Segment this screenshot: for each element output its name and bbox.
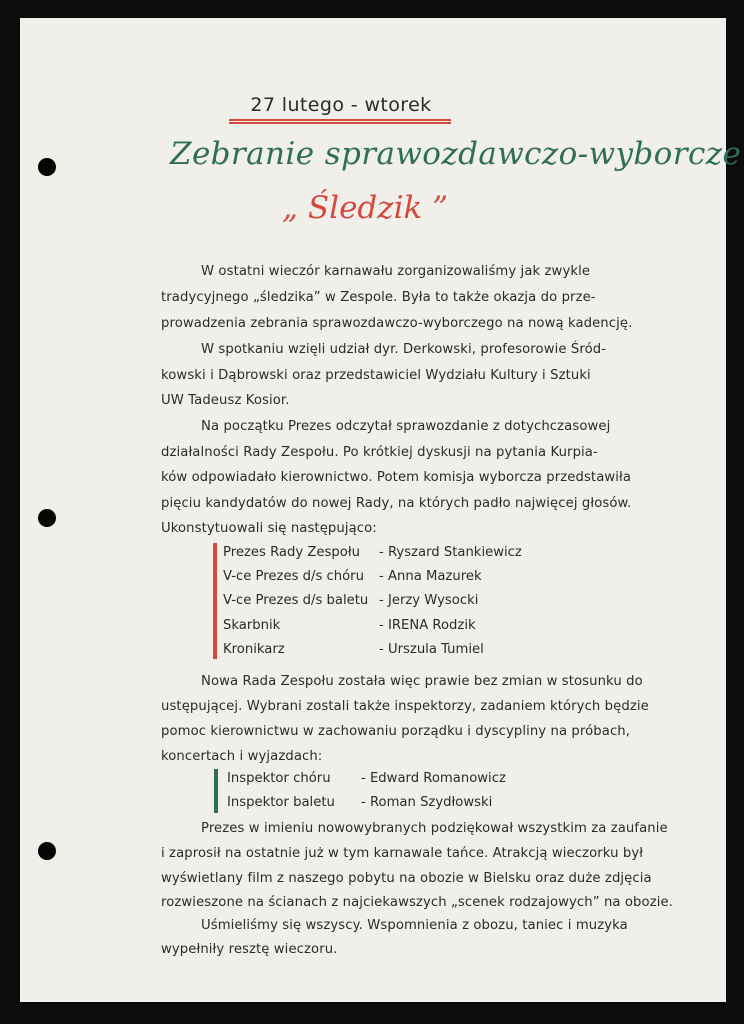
paragraph4-line3: pomoc kierownictwu w zachowaniu porządku i dyscypliny na próbach, xyxy=(161,724,631,739)
inspector-name: - Edward Romanowicz xyxy=(361,771,506,786)
date-underline xyxy=(229,119,451,121)
board-role: V-ce Prezes d/s chóru xyxy=(223,569,364,584)
paragraph4-line4: koncertach i wyjazdach: xyxy=(161,749,323,764)
event-title: Zebranie sprawozdawczo-wyborcze xyxy=(170,136,742,172)
paragraph3-line1: Na początku Prezes odczytał sprawozdanie z dotychczasowej xyxy=(201,419,611,434)
board-role: Skarbnik xyxy=(223,618,281,633)
board-role: Prezes Rady Zespołu xyxy=(223,545,360,560)
board-member-row xyxy=(223,569,482,585)
paragraph2-line1: W spotkaniu wzięli udział dyr. Derkowski, profesorowie Śród- xyxy=(201,342,607,357)
event-subtitle: „ Śledzik ” xyxy=(282,190,448,226)
board-member-row xyxy=(223,593,478,609)
document-page xyxy=(20,18,742,1002)
paragraph3-line3: ków odpowiadało kierownictwo. Potem komisja wyborcza przedstawiła xyxy=(161,470,632,485)
paragraph4-line2: ustępującej. Wybrani zostali także inspektorzy, zadaniem których będzie xyxy=(161,699,649,714)
paragraph4-line1: Nowa Rada Zespołu została więc prawie bez zmian w stosunku do xyxy=(201,674,643,689)
paragraph6-line1: Uśmieliśmy się wszyscy. Wspomnienia z obozu, taniec i muzyka xyxy=(201,918,628,933)
board-name: - Jerzy Wysocki xyxy=(379,593,479,608)
inspector-row xyxy=(227,771,506,787)
board-name: - IRENA Rodzik xyxy=(379,618,476,633)
board-name: - Ryszard Stankiewicz xyxy=(379,545,522,560)
paragraph1-line2: tradycyjnego „śledzika” w Zespole. Była to także okazja do prze- xyxy=(161,290,596,305)
date-underline-second xyxy=(229,122,451,124)
paragraph5-line3: wyświetlany film z naszego pobytu na obozie w Bielsku oraz duże zdjęcia xyxy=(161,871,652,886)
punch-hole-middle xyxy=(38,509,56,527)
paragraph3-line2: działalności Rady Zespołu. Po krótkiej dyskusji na pytania Kurpia- xyxy=(161,445,598,460)
paragraph6-line2: wypełniły resztę wieczoru. xyxy=(161,942,338,957)
board-name: - Anna Mazurek xyxy=(379,569,482,584)
paragraph3-line5: Ukonstytuowali się następująco: xyxy=(161,521,377,536)
board-member-row xyxy=(223,618,476,634)
paragraph2-line2: kowski i Dąbrowski oraz przedstawiciel Wydziału Kultury i Sztuki xyxy=(161,368,591,383)
paragraph1-line1: W ostatni wieczór karnawału zorganizowaliśmy jak zwykle xyxy=(201,264,591,279)
inspector-name: - Roman Szydłowski xyxy=(361,795,493,810)
paragraph5-line2: i zaprosił na ostatnie już w tym karnawale tańce. Atrakcją wieczorku był xyxy=(161,846,644,861)
board-list-marker xyxy=(213,543,217,659)
punch-hole-bottom xyxy=(38,842,56,860)
inspector-list-marker xyxy=(214,769,218,813)
paragraph5-line4: rozwieszone na ścianach z najciekawszych „scenek rodzajowych” na obozie. xyxy=(161,895,673,910)
board-role: Kronikarz xyxy=(223,642,285,657)
paragraph5-line1: Prezes w imieniu nowowybranych podziękował wszystkim za zaufanie xyxy=(201,821,668,836)
paragraph3-line4: pięciu kandydatów do nowej Rady, na których padło najwięcej głosów. xyxy=(161,496,632,511)
paragraph1-line3: prowadzenia zebrania sprawozdawczo-wyborczego na nową kadencję. xyxy=(161,316,633,331)
board-member-row xyxy=(223,545,522,561)
inspector-role: Inspektor baletu xyxy=(227,795,335,810)
board-name: - Urszula Tumiel xyxy=(379,642,484,657)
paragraph2-line3: UW Tadeusz Kosior. xyxy=(161,393,290,408)
inspector-role: Inspektor chóru xyxy=(227,771,331,786)
board-member-row xyxy=(223,642,484,658)
board-role: V-ce Prezes d/s baletu xyxy=(223,593,369,608)
inspector-row xyxy=(227,795,492,811)
entry-date: 27 lutego - wtorek xyxy=(250,94,432,116)
punch-hole-top xyxy=(38,158,56,176)
